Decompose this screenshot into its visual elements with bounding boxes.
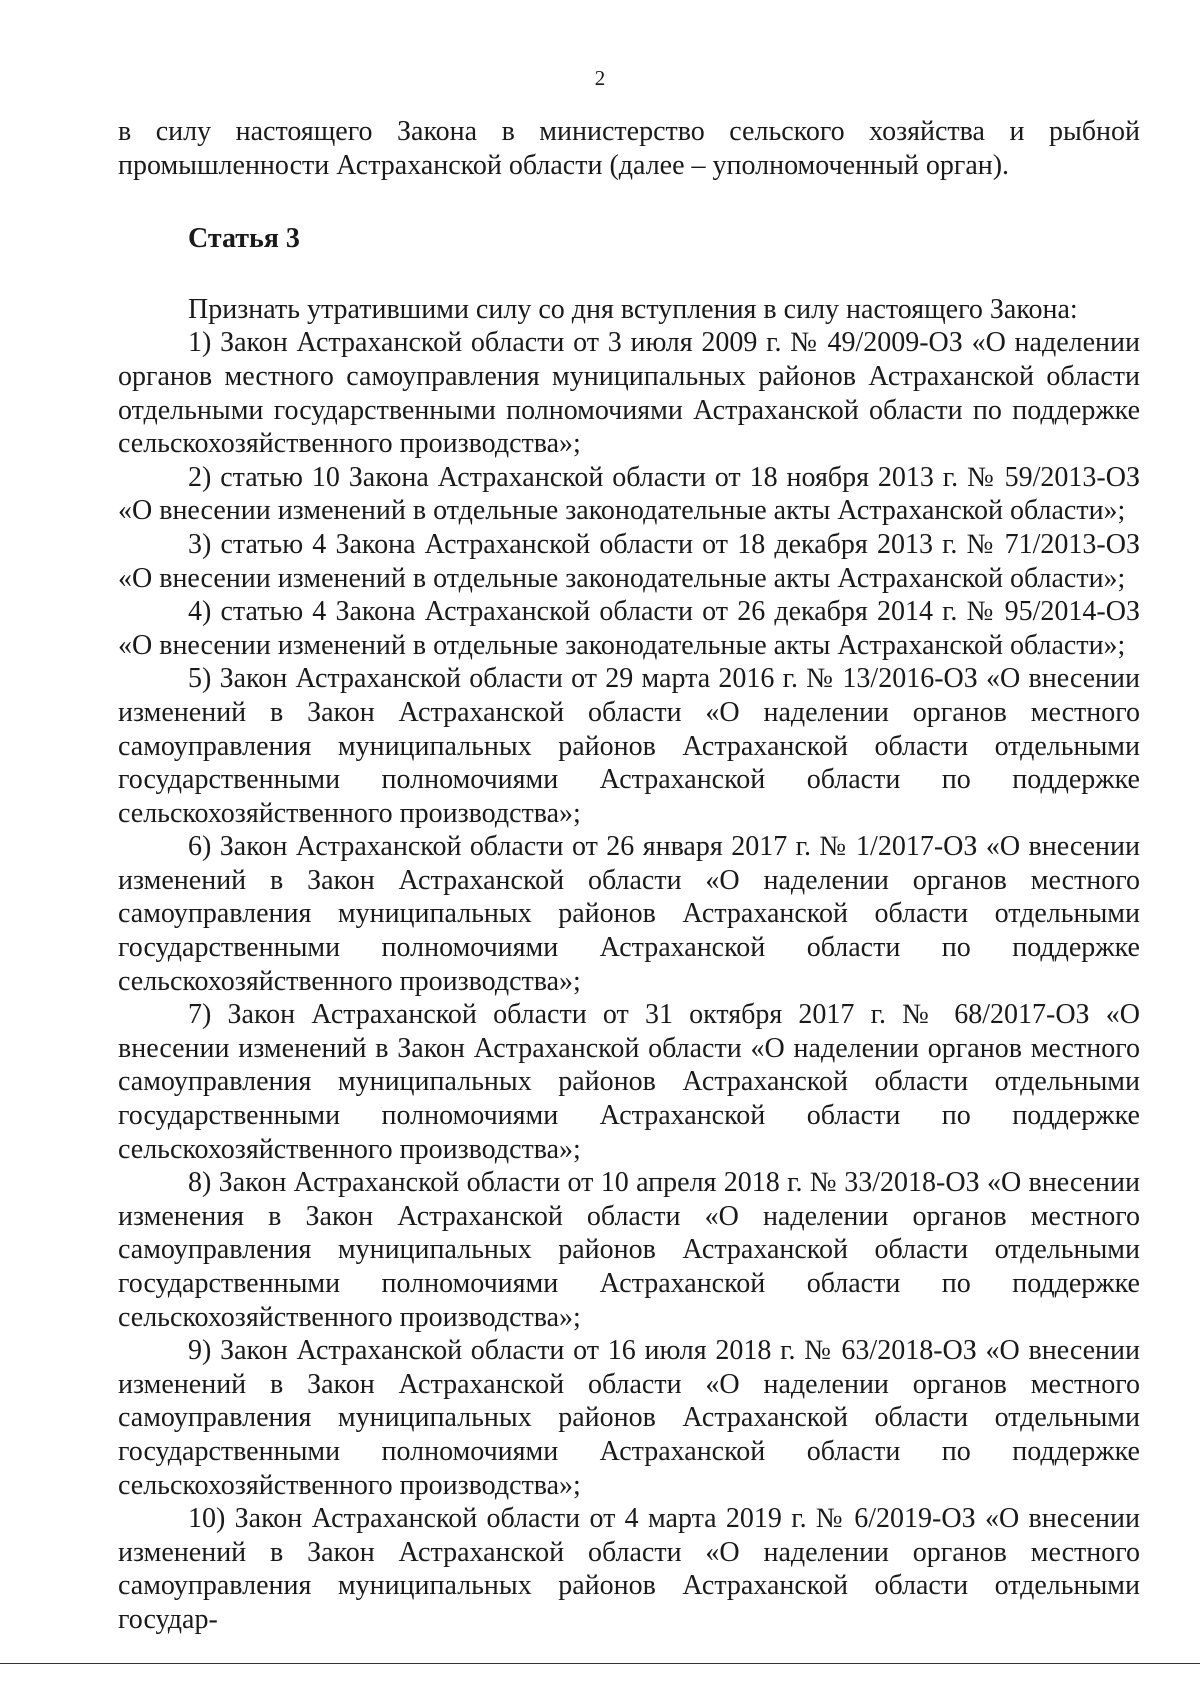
list-item-9: 9) Закон Астраханской области от 16 июля 2018 г. № 63/2018-ОЗ «О внесении изменений в Закон Астраханской области «О наделении органов местного самоуправления муниципальных районов Астраханской области отдельными государственными полномочиями Астраханской области по поддержке сельскохозяйственного производства»;	[118, 1335, 1140, 1501]
page-number: 2	[594, 66, 606, 90]
list-item-5: 5) Закон Астраханской области от 29 марта 2016 г. № 13/2016-ОЗ «О внесении изменений в Закон Астраханской области «О наделении органов местного самоуправления муниципальных районов Астраханской области отдельными государственными полномочиями Астраханской области по поддержке сельскохозяйственного производства»;	[118, 663, 1140, 829]
lead-paragraph: Признать утратившими силу со дня вступления в силу настоящего Закона:	[188, 293, 1078, 325]
footer-divider	[0, 1663, 1200, 1664]
list-item-3: 3) статью 4 Закона Астраханской области от 18 декабря 2013 г. № 71/2013-ОЗ «О внесении изменений в отдельные законодательные акты Астраханской области»;	[118, 528, 1140, 594]
article-heading: Статья 3	[188, 223, 300, 255]
list-item-8: 8) Закон Астраханской области от 10 апреля 2018 г. № 33/2018-ОЗ «О внесении изменения в Закон Астраханской области «О наделении органов местного самоуправления муниципальных районов Астраханской области отдельными государственными полномочиями Астраханской области по поддержке сельскохозяйственного производства»;	[118, 1167, 1140, 1333]
document-body	[118, 115, 1140, 1637]
list-item-10: 10) Закон Астраханской области от 4 марта 2019 г. № 6/2019-ОЗ «О внесении изменений в Закон Астраханской области «О наделении органов местного самоуправления муниципальных районов Астраханской области отдельными государ-	[118, 1503, 1140, 1635]
list-item-7: 7) Закон Астраханской области от 31 октября 2017 г. № 68/2017-ОЗ «О внесении изменений в Закон Астраханской области «О наделении органов местного самоуправления муниципальных районов Астраханской области отдельными государственными полномочиями Астраханской области по поддержке сельскохозяйственного производства»;	[118, 999, 1140, 1165]
list-item-2: 2) статью 10 Закона Астраханской области от 18 ноября 2013 г. № 59/2013-ОЗ «О внесении изменений в отдельные законодательные акты Астраханской области»;	[118, 461, 1140, 527]
list-item-6: 6) Закон Астраханской области от 26 января 2017 г. № 1/2017-ОЗ «О внесении изменений в Закон Астраханской области «О наделении органов местного самоуправления муниципальных районов Астраханской области отдельными государственными полномочиями Астраханской области по поддержке сельскохозяйственного производства»;	[118, 831, 1140, 997]
list-item-1: 1) Закон Астраханской области от 3 июля 2009 г. № 49/2009-ОЗ «О наделении органов местного самоуправления муниципальных районов Астраханской области отдельными государственными полномочиями Астраханской области по поддержке сельскохозяйственного производства»;	[118, 327, 1140, 460]
intro-paragraph: в силу настоящего Закона в министерство сельского хозяйства и рыбной промышленности Астраханской области (далее – уполномоченный орган).	[118, 116, 1140, 181]
list-item-4: 4) статью 4 Закона Астраханской области от 26 декабря 2014 г. № 95/2014-ОЗ «О внесении изменений в отдельные законодательные акты Астраханской области»;	[118, 596, 1140, 661]
